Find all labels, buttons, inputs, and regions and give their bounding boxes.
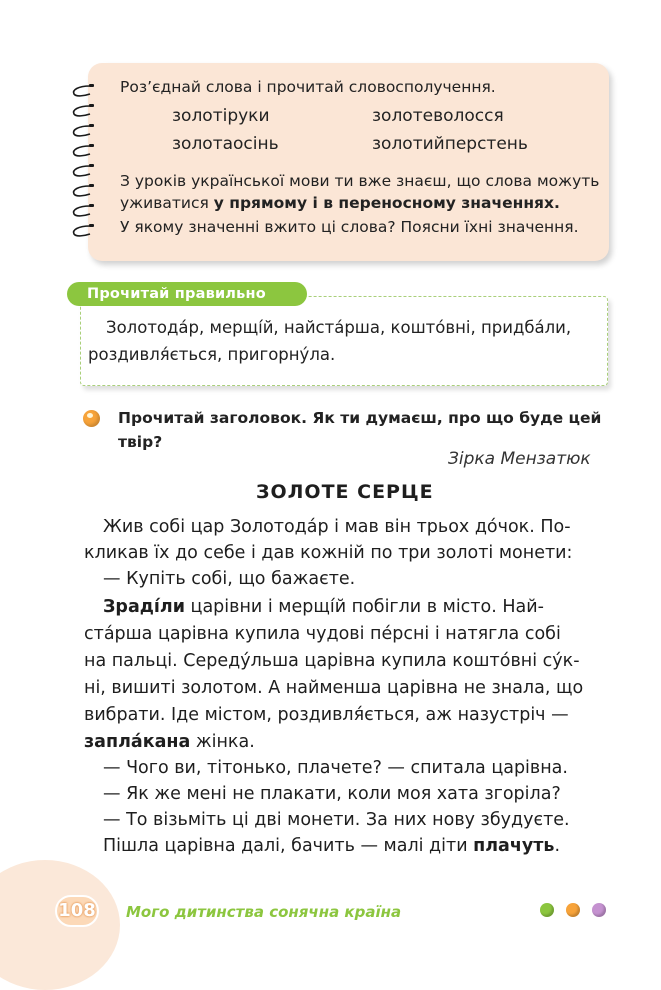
story-line: — Чого ви, тітонько, плачете? — спитала царівна. — [103, 758, 568, 778]
story-title: ЗОЛОТЕ СЕРЦЕ — [256, 481, 434, 503]
story-line: — Як же мені не плакати, коли моя хата згоріла? — [103, 784, 561, 804]
page-number: 108 — [55, 895, 99, 927]
merged-word: золотіруки — [172, 106, 270, 126]
merged-word: золотеволосся — [372, 106, 504, 126]
footer-title: Мого дитинства сонячна країна — [126, 903, 402, 921]
story-line: Пішла царівна далі, бачить — малі діти плачуть. — [103, 836, 561, 856]
story-line: вибрати. Іде містом, роздивля́ється, аж назустріч — — [84, 705, 569, 725]
story-line: ні, вишиті золотом. А найменша царівна не знала, що — [84, 678, 584, 698]
merged-word: золотийперстень — [372, 134, 528, 154]
story-line: на пальці. Середу́льша царівна купила кошто́вні су́к- — [84, 651, 580, 671]
read-correctly-line: роздивля́ється, пригорну́ла. — [88, 345, 336, 364]
story-line: кликав їх до себе і дав кожній по три золоті монети: — [84, 543, 573, 563]
story-line: ста́рша царівна купила чудові пе́рсні і натягла собі — [84, 624, 561, 644]
spiral-binding-icon — [66, 72, 106, 252]
orange-dot-icon — [566, 903, 580, 917]
read-correctly-line: Золотода́р, мерщі́й, найста́рша, кошто́вні, придба́ли, — [106, 318, 572, 337]
story-line: запла́кана жінка. — [84, 732, 255, 752]
task-paragraph-line: З уроків української мови ти вже знаєш, що слова можуть — [120, 172, 600, 190]
question-line: твір? — [118, 433, 163, 451]
story-author: Зірка Мензатюк — [448, 449, 591, 469]
merged-word: золотаосінь — [172, 134, 279, 154]
read-correctly-label: Прочитай правильно — [67, 282, 307, 306]
story-line: Зраді́ли царівни і мерщі́й побігли в місто. Най- — [103, 597, 544, 617]
orange-bullet-icon — [83, 410, 100, 427]
read-correctly-box — [80, 296, 608, 386]
green-dot-icon — [540, 903, 554, 917]
story-line: — То візьміть ці дві монети. За них нову збудуєте. — [103, 810, 570, 830]
purple-dot-icon — [592, 903, 606, 917]
task-paragraph-line: У якому значенні вжито ці слова? Поясни їхні значення. — [120, 218, 579, 236]
question-line: Прочитай заголовок. Як ти думаєш, про що буде цей — [118, 409, 602, 427]
story-line: Жив собі цар Золотода́р і мав він трьох до́чок. По- — [103, 517, 571, 537]
task-paragraph-line: уживатися у прямому і в переносному значеннях. — [120, 194, 560, 212]
task-instruction: Роз’єднай слова і прочитай словосполучення. — [120, 78, 496, 96]
story-line: — Купіть собі, що бажаєте. — [103, 569, 356, 589]
footer-decoration — [0, 860, 120, 990]
